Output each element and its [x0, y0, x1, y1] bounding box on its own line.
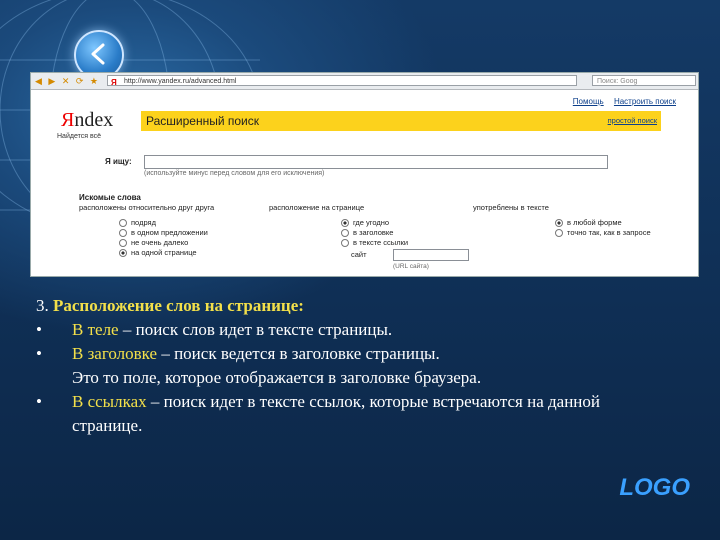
browser-screenshot	[30, 72, 699, 277]
advanced-search-banner	[141, 111, 661, 131]
radio-option-sentence[interactable]: в одном предложении	[119, 228, 208, 237]
logo-subtitle: Найдется всё	[57, 133, 101, 140]
radio-option-in-title[interactable]: в заголовке	[341, 228, 393, 237]
bullet-icon: •	[36, 344, 42, 363]
radio-icon	[119, 229, 127, 237]
yandex-logo[interactable]: Яndex	[61, 109, 114, 131]
top-links	[565, 97, 676, 106]
radio-icon	[119, 219, 127, 227]
slide-heading: 3. Расположение слов на странице:	[36, 296, 304, 315]
radio-selected-icon	[119, 249, 127, 257]
site-url-input[interactable]	[393, 249, 469, 261]
url-field[interactable]: Я http://www.yandex.ru/advanced.html	[107, 75, 577, 86]
radio-icon	[341, 229, 349, 237]
col3-header: употреблены в тексте	[473, 203, 549, 212]
yandex-favicon-icon: Я	[111, 78, 117, 87]
settings-link[interactable]: Настроить поиск	[613, 97, 676, 106]
radio-option-any-form[interactable]: в любой форме	[555, 218, 622, 227]
simple-search-link[interactable]: простой поиск	[607, 116, 657, 125]
radio-icon	[341, 239, 349, 247]
radio-icon	[555, 229, 563, 237]
url-hint: (URL сайта)	[393, 263, 429, 270]
radio-selected-icon	[341, 219, 349, 227]
col2-header: расположение на странице	[269, 203, 365, 212]
bullet-icon: •	[36, 392, 42, 411]
help-link[interactable]: Помощь	[572, 97, 604, 106]
search-input[interactable]	[144, 155, 608, 169]
radio-option-exact-form[interactable]: точно так, как в запросе	[555, 228, 651, 237]
radio-option-link-text[interactable]: в тексте ссылки	[341, 238, 408, 247]
radio-option-podryad[interactable]: подряд	[119, 218, 156, 227]
banner-title: Расширенный поиск	[146, 114, 259, 128]
radio-option-one-page[interactable]: на одной странице	[119, 248, 197, 257]
toolbar-icons[interactable]: ◀ ▶ ✕ ⟳ ★	[35, 76, 100, 86]
address-bar	[31, 73, 698, 90]
search-label: Я ищу:	[105, 157, 132, 166]
radio-option-anywhere[interactable]: где угодно	[341, 218, 389, 227]
radio-selected-icon	[555, 219, 563, 227]
radio-option-not-far[interactable]: не очень далеко	[119, 238, 188, 247]
site-label: сайт	[351, 250, 367, 259]
radio-icon	[119, 239, 127, 247]
chevron-left-icon	[87, 42, 111, 66]
bullet-icon: •	[36, 320, 42, 339]
words-heading: Искомые слова	[79, 193, 141, 202]
search-hint: (используйте минус перед словом для его исключения)	[144, 170, 325, 177]
col1-header: расположены относительно друг друга	[79, 203, 215, 212]
logo: LOGO	[619, 474, 690, 501]
browser-search-field[interactable]: Поиск: Goog	[592, 75, 696, 86]
